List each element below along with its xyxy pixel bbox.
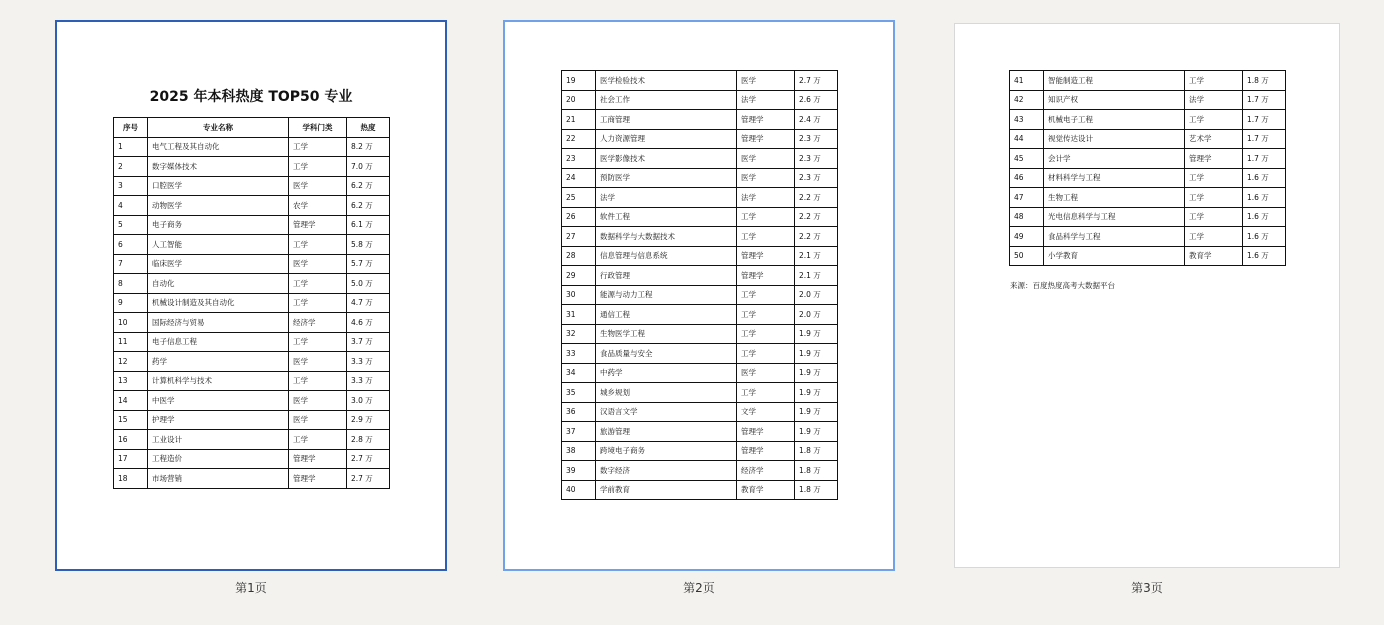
- cell-major: 智能制造工程: [1044, 71, 1185, 91]
- cell-category: 工学: [737, 227, 795, 247]
- cell-major: 口腔医学: [148, 176, 289, 196]
- cell-major: 旅游管理: [596, 422, 737, 442]
- cell-category: 管理学: [289, 449, 347, 469]
- cell-rank: 28: [562, 246, 596, 266]
- cell-heat: 5.7 万: [347, 254, 390, 274]
- cell-heat: 2.0 万: [795, 285, 838, 305]
- table-row: [114, 176, 390, 196]
- cell-heat: 2.2 万: [795, 227, 838, 247]
- cell-major: 工商管理: [596, 110, 737, 130]
- cell-major: 会计学: [1044, 149, 1185, 169]
- cell-heat: 3.3 万: [347, 371, 390, 391]
- cell-category: 工学: [1185, 227, 1243, 247]
- cell-category: 工学: [1185, 168, 1243, 188]
- cell-rank: 43: [1010, 110, 1044, 130]
- cell-category: 工学: [289, 157, 347, 177]
- cell-rank: 33: [562, 344, 596, 364]
- table-row: [1010, 227, 1286, 247]
- cell-major: 药学: [148, 352, 289, 372]
- cell-category: 工学: [289, 430, 347, 450]
- table-row: [1010, 188, 1286, 208]
- table-row: [562, 168, 838, 188]
- table-row: [562, 461, 838, 481]
- cell-rank: 6: [114, 235, 148, 255]
- cell-category: 管理学: [737, 110, 795, 130]
- table-row: [562, 363, 838, 383]
- cell-major: 数据科学与大数据技术: [596, 227, 737, 247]
- cell-category: 法学: [737, 188, 795, 208]
- cell-category: 工学: [737, 344, 795, 364]
- cell-heat: 2.1 万: [795, 246, 838, 266]
- cell-rank: 39: [562, 461, 596, 481]
- cell-heat: 3.7 万: [347, 332, 390, 352]
- table-row: [562, 324, 838, 344]
- cell-major: 计算机科学与技术: [148, 371, 289, 391]
- cell-rank: 49: [1010, 227, 1044, 247]
- cell-category: 管理学: [737, 246, 795, 266]
- cell-rank: 34: [562, 363, 596, 383]
- cell-major: 食品质量与安全: [596, 344, 737, 364]
- cell-heat: 1.8 万: [1243, 71, 1286, 91]
- table-row: [114, 430, 390, 450]
- table-row: [1010, 207, 1286, 227]
- cell-heat: 2.1 万: [795, 266, 838, 286]
- table-row: [562, 110, 838, 130]
- table-row: [562, 305, 838, 325]
- cell-category: 工学: [289, 274, 347, 294]
- cell-rank: 29: [562, 266, 596, 286]
- table-row: [562, 266, 838, 286]
- cell-heat: 2.7 万: [347, 469, 390, 489]
- table-row: [114, 332, 390, 352]
- table-row: [114, 137, 390, 157]
- cell-category: 医学: [289, 391, 347, 411]
- cell-major: 生物工程: [1044, 188, 1185, 208]
- cell-major: 预防医学: [596, 168, 737, 188]
- table-row: [114, 254, 390, 274]
- table-row: [1010, 246, 1286, 266]
- table-row: [114, 235, 390, 255]
- cell-major: 数字经济: [596, 461, 737, 481]
- table-row: [562, 344, 838, 364]
- majors-table-page-1: [113, 117, 390, 489]
- cell-category: 医学: [737, 168, 795, 188]
- table-row: [114, 469, 390, 489]
- cell-major: 学前教育: [596, 480, 737, 500]
- cell-category: 医学: [289, 352, 347, 372]
- cell-rank: 42: [1010, 90, 1044, 110]
- table-row: [562, 383, 838, 403]
- cell-major: 电子商务: [148, 215, 289, 235]
- cell-heat: 5.0 万: [347, 274, 390, 294]
- cell-major: 自动化: [148, 274, 289, 294]
- cell-heat: 8.2 万: [347, 137, 390, 157]
- table-row: [114, 215, 390, 235]
- cell-category: 工学: [289, 293, 347, 313]
- table-row: [114, 313, 390, 333]
- cell-major: 人工智能: [148, 235, 289, 255]
- cell-major: 市场营销: [148, 469, 289, 489]
- table-row: [114, 352, 390, 372]
- cell-heat: 2.3 万: [795, 168, 838, 188]
- cell-heat: 2.8 万: [347, 430, 390, 450]
- cell-heat: 1.7 万: [1243, 129, 1286, 149]
- cell-rank: 46: [1010, 168, 1044, 188]
- cell-rank: 45: [1010, 149, 1044, 169]
- cell-major: 行政管理: [596, 266, 737, 286]
- cell-rank: 47: [1010, 188, 1044, 208]
- cell-major: 机械设计制造及其自动化: [148, 293, 289, 313]
- cell-heat: 2.4 万: [795, 110, 838, 130]
- table-row: [562, 227, 838, 247]
- page-3-label: 第3页: [1131, 581, 1163, 595]
- table-row: [562, 480, 838, 500]
- cell-rank: 15: [114, 410, 148, 430]
- table-row: [1010, 71, 1286, 91]
- cell-rank: 23: [562, 149, 596, 169]
- table-row: [562, 129, 838, 149]
- cell-heat: 1.6 万: [1243, 168, 1286, 188]
- cell-rank: 35: [562, 383, 596, 403]
- cell-rank: 37: [562, 422, 596, 442]
- cell-heat: 2.2 万: [795, 188, 838, 208]
- cell-category: 工学: [1185, 188, 1243, 208]
- cell-rank: 48: [1010, 207, 1044, 227]
- page-2-thumbnail[interactable]: [503, 20, 895, 571]
- header-heat: 热度: [347, 118, 390, 138]
- cell-heat: 2.2 万: [795, 207, 838, 227]
- cell-rank: 44: [1010, 129, 1044, 149]
- cell-heat: 2.6 万: [795, 90, 838, 110]
- cell-heat: 1.9 万: [795, 422, 838, 442]
- cell-rank: 8: [114, 274, 148, 294]
- cell-major: 跨境电子商务: [596, 441, 737, 461]
- cell-rank: 41: [1010, 71, 1044, 91]
- cell-major: 材料科学与工程: [1044, 168, 1185, 188]
- cell-major: 光电信息科学与工程: [1044, 207, 1185, 227]
- cell-heat: 1.8 万: [795, 480, 838, 500]
- cell-heat: 1.7 万: [1243, 90, 1286, 110]
- header-rank: 序号: [114, 118, 148, 138]
- cell-category: 工学: [289, 235, 347, 255]
- cell-heat: 1.9 万: [795, 363, 838, 383]
- cell-rank: 16: [114, 430, 148, 450]
- cell-major: 法学: [596, 188, 737, 208]
- cell-rank: 14: [114, 391, 148, 411]
- cell-major: 中药学: [596, 363, 737, 383]
- cell-heat: 6.2 万: [347, 176, 390, 196]
- table-row: [1010, 129, 1286, 149]
- cell-category: 教育学: [737, 480, 795, 500]
- cell-category: 管理学: [737, 129, 795, 149]
- cell-category: 经济学: [289, 313, 347, 333]
- cell-rank: 12: [114, 352, 148, 372]
- cell-major: 社会工作: [596, 90, 737, 110]
- cell-rank: 26: [562, 207, 596, 227]
- cell-heat: 4.6 万: [347, 313, 390, 333]
- cell-major: 人力资源管理: [596, 129, 737, 149]
- cell-rank: 1: [114, 137, 148, 157]
- cell-category: 工学: [289, 137, 347, 157]
- cell-heat: 7.0 万: [347, 157, 390, 177]
- cell-rank: 13: [114, 371, 148, 391]
- table-row: [114, 371, 390, 391]
- cell-rank: 19: [562, 71, 596, 91]
- cell-rank: 17: [114, 449, 148, 469]
- source-note: 来源：百度热度高考大数据平台: [1010, 281, 1115, 290]
- table-row: [562, 285, 838, 305]
- cell-category: 管理学: [737, 441, 795, 461]
- cell-major: 软件工程: [596, 207, 737, 227]
- cell-category: 工学: [737, 207, 795, 227]
- cell-major: 汉语言文学: [596, 402, 737, 422]
- page-3-thumbnail[interactable]: [954, 23, 1340, 568]
- cell-category: 工学: [737, 383, 795, 403]
- cell-major: 视觉传达设计: [1044, 129, 1185, 149]
- table-row: [562, 422, 838, 442]
- cell-category: 工学: [737, 285, 795, 305]
- cell-category: 医学: [289, 176, 347, 196]
- cell-heat: 2.7 万: [347, 449, 390, 469]
- table-row: [114, 391, 390, 411]
- page-1-label: 第1页: [235, 581, 267, 595]
- cell-major: 国际经济与贸易: [148, 313, 289, 333]
- cell-category: 医学: [737, 149, 795, 169]
- table-row: [562, 402, 838, 422]
- cell-category: 工学: [1185, 110, 1243, 130]
- cell-heat: 1.6 万: [1243, 227, 1286, 247]
- cell-heat: 1.7 万: [1243, 110, 1286, 130]
- cell-rank: 3: [114, 176, 148, 196]
- cell-category: 工学: [289, 371, 347, 391]
- cell-heat: 1.9 万: [795, 383, 838, 403]
- majors-table-page-3: [1009, 70, 1286, 266]
- table-row: [114, 196, 390, 216]
- cell-category: 管理学: [289, 469, 347, 489]
- cell-category: 管理学: [289, 215, 347, 235]
- table-row: [114, 274, 390, 294]
- cell-category: 管理学: [737, 266, 795, 286]
- cell-rank: 40: [562, 480, 596, 500]
- majors-table-page-2: [561, 70, 838, 500]
- cell-rank: 38: [562, 441, 596, 461]
- cell-heat: 1.6 万: [1243, 188, 1286, 208]
- cell-heat: 5.8 万: [347, 235, 390, 255]
- cell-major: 数字媒体技术: [148, 157, 289, 177]
- cell-major: 知识产权: [1044, 90, 1185, 110]
- cell-category: 医学: [737, 363, 795, 383]
- cell-category: 文学: [737, 402, 795, 422]
- table-row: [114, 410, 390, 430]
- cell-major: 生物医学工程: [596, 324, 737, 344]
- cell-major: 工业设计: [148, 430, 289, 450]
- cell-heat: 1.7 万: [1243, 149, 1286, 169]
- cell-category: 法学: [737, 90, 795, 110]
- cell-major: 中医学: [148, 391, 289, 411]
- cell-major: 信息管理与信息系统: [596, 246, 737, 266]
- table-row: [114, 449, 390, 469]
- cell-rank: 50: [1010, 246, 1044, 266]
- table-row: [114, 293, 390, 313]
- table-row: [1010, 168, 1286, 188]
- header-category: 学科门类: [289, 118, 347, 138]
- cell-category: 经济学: [737, 461, 795, 481]
- table-row: [562, 149, 838, 169]
- cell-major: 小学教育: [1044, 246, 1185, 266]
- cell-heat: 4.7 万: [347, 293, 390, 313]
- cell-category: 法学: [1185, 90, 1243, 110]
- cell-heat: 1.9 万: [795, 344, 838, 364]
- cell-rank: 20: [562, 90, 596, 110]
- cell-heat: 3.3 万: [347, 352, 390, 372]
- page-2-label: 第2页: [683, 581, 715, 595]
- cell-major: 食品科学与工程: [1044, 227, 1185, 247]
- cell-major: 医学检验技术: [596, 71, 737, 91]
- cell-major: 医学影像技术: [596, 149, 737, 169]
- cell-rank: 24: [562, 168, 596, 188]
- cell-rank: 18: [114, 469, 148, 489]
- cell-rank: 7: [114, 254, 148, 274]
- table-row: [562, 207, 838, 227]
- cell-heat: 1.8 万: [795, 441, 838, 461]
- header-major: 专业名称: [148, 118, 289, 138]
- cell-rank: 27: [562, 227, 596, 247]
- cell-heat: 2.0 万: [795, 305, 838, 325]
- cell-heat: 6.1 万: [347, 215, 390, 235]
- cell-major: 能源与动力工程: [596, 285, 737, 305]
- table-row: [562, 188, 838, 208]
- page-1-thumbnail[interactable]: [55, 20, 447, 571]
- cell-heat: 2.9 万: [347, 410, 390, 430]
- cell-major: 通信工程: [596, 305, 737, 325]
- cell-category: 工学: [289, 332, 347, 352]
- cell-heat: 1.9 万: [795, 402, 838, 422]
- table-row: [562, 246, 838, 266]
- cell-rank: 21: [562, 110, 596, 130]
- document-title: 2025 年本科热度 TOP50 专业: [149, 89, 353, 105]
- table-row: [562, 71, 838, 91]
- cell-major: 工程造价: [148, 449, 289, 469]
- cell-heat: 6.2 万: [347, 196, 390, 216]
- cell-category: 教育学: [1185, 246, 1243, 266]
- cell-category: 工学: [1185, 207, 1243, 227]
- cell-rank: 2: [114, 157, 148, 177]
- table-header-row: [114, 118, 390, 138]
- table-row: [1010, 90, 1286, 110]
- cell-rank: 10: [114, 313, 148, 333]
- cell-category: 管理学: [737, 422, 795, 442]
- table-row: [114, 157, 390, 177]
- cell-major: 护理学: [148, 410, 289, 430]
- cell-heat: 2.3 万: [795, 149, 838, 169]
- cell-category: 管理学: [1185, 149, 1243, 169]
- cell-rank: 5: [114, 215, 148, 235]
- cell-major: 电气工程及其自动化: [148, 137, 289, 157]
- cell-category: 医学: [737, 71, 795, 91]
- cell-major: 电子信息工程: [148, 332, 289, 352]
- cell-rank: 9: [114, 293, 148, 313]
- cell-heat: 1.6 万: [1243, 207, 1286, 227]
- cell-heat: 2.3 万: [795, 129, 838, 149]
- cell-rank: 4: [114, 196, 148, 216]
- cell-rank: 30: [562, 285, 596, 305]
- cell-rank: 32: [562, 324, 596, 344]
- cell-rank: 11: [114, 332, 148, 352]
- cell-rank: 36: [562, 402, 596, 422]
- cell-category: 艺术学: [1185, 129, 1243, 149]
- cell-heat: 2.7 万: [795, 71, 838, 91]
- cell-rank: 25: [562, 188, 596, 208]
- cell-heat: 3.0 万: [347, 391, 390, 411]
- table-row: [562, 441, 838, 461]
- cell-heat: 1.6 万: [1243, 246, 1286, 266]
- table-row: [1010, 110, 1286, 130]
- cell-category: 医学: [289, 410, 347, 430]
- cell-rank: 31: [562, 305, 596, 325]
- cell-category: 农学: [289, 196, 347, 216]
- cell-category: 工学: [737, 305, 795, 325]
- cell-heat: 1.8 万: [795, 461, 838, 481]
- cell-major: 临床医学: [148, 254, 289, 274]
- table-row: [562, 90, 838, 110]
- cell-major: 城乡规划: [596, 383, 737, 403]
- table-row: [1010, 149, 1286, 169]
- cell-category: 工学: [1185, 71, 1243, 91]
- cell-major: 机械电子工程: [1044, 110, 1185, 130]
- cell-rank: 22: [562, 129, 596, 149]
- cell-category: 工学: [737, 324, 795, 344]
- cell-category: 医学: [289, 254, 347, 274]
- cell-heat: 1.9 万: [795, 324, 838, 344]
- cell-major: 动物医学: [148, 196, 289, 216]
